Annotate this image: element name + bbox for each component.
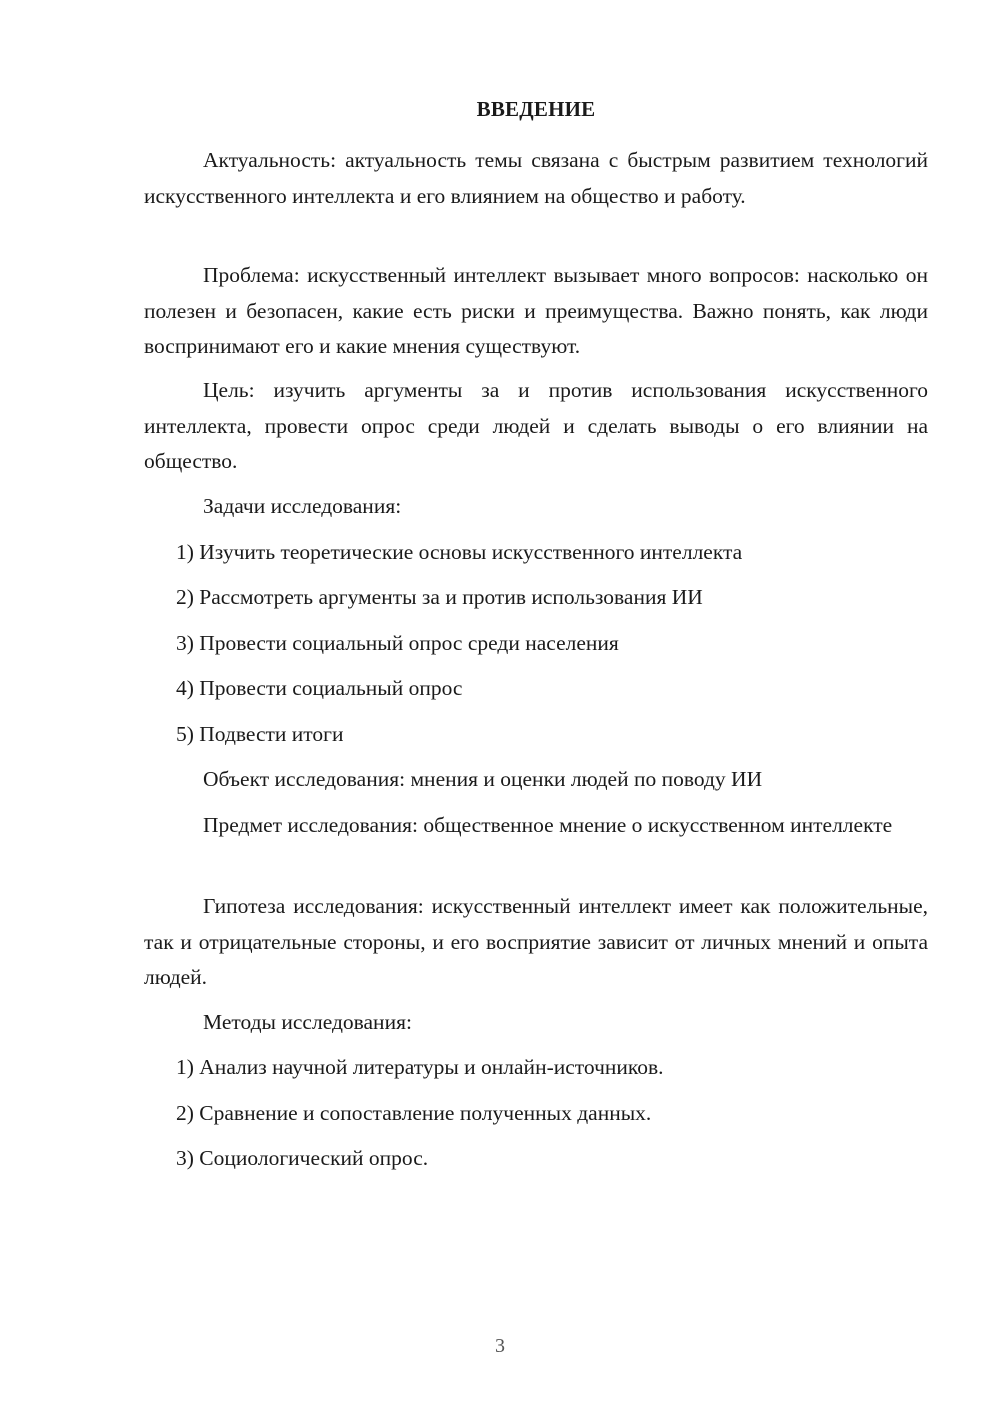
task-item: 5) Подвести итоги [176,722,344,746]
method-item: 1) Анализ научной литературы и онлайн-источников. [176,1055,664,1079]
task-item: 4) Провести социальный опрос [176,676,463,700]
hypothesis-paragraph: Гипотеза исследования: искусственный интеллект имеет как положительные, так и отрицательные стороны, и его восприятие зависит от личных мнений и опыта людей. [144,894,928,989]
section-title: ВВЕДЕНИЕ [476,97,596,121]
task-item: 3) Провести социальный опрос среди населения [176,631,619,655]
goal-paragraph: Цель: изучить аргументы за и против использования искусственного интеллекта, провести опрос среди людей и сделать выводы о его влиянии на общество. [144,378,928,473]
object-paragraph: Объект исследования: мнения и оценки людей по поводу ИИ [203,767,763,791]
method-item: 2) Сравнение и сопоставление полученных данных. [176,1101,652,1125]
task-item: 2) Рассмотреть аргументы за и против использования ИИ [176,585,703,609]
relevance-paragraph: Актуальность: актуальность темы связана с быстрым развитием технологий искусственного интеллекта и его влиянием на общество и работу. [144,148,928,208]
subject-paragraph: Предмет исследования: общественное мнение о искусственном интеллекте [203,813,893,837]
methods-heading: Методы исследования: [203,1010,412,1034]
tasks-heading: Задачи исследования: [203,494,402,518]
problem-paragraph: Проблема: искусственный интеллект вызывает много вопросов: насколько он полезен и безопасен, какие есть риски и преимущества. Важно понять, как люди воспринимают его и какие мнения существуют. [144,263,928,358]
task-item: 1) Изучить теоретические основы искусственного интеллекта [176,540,743,564]
method-item: 3) Социологический опрос. [176,1146,429,1170]
page-number: 3 [495,1335,505,1357]
